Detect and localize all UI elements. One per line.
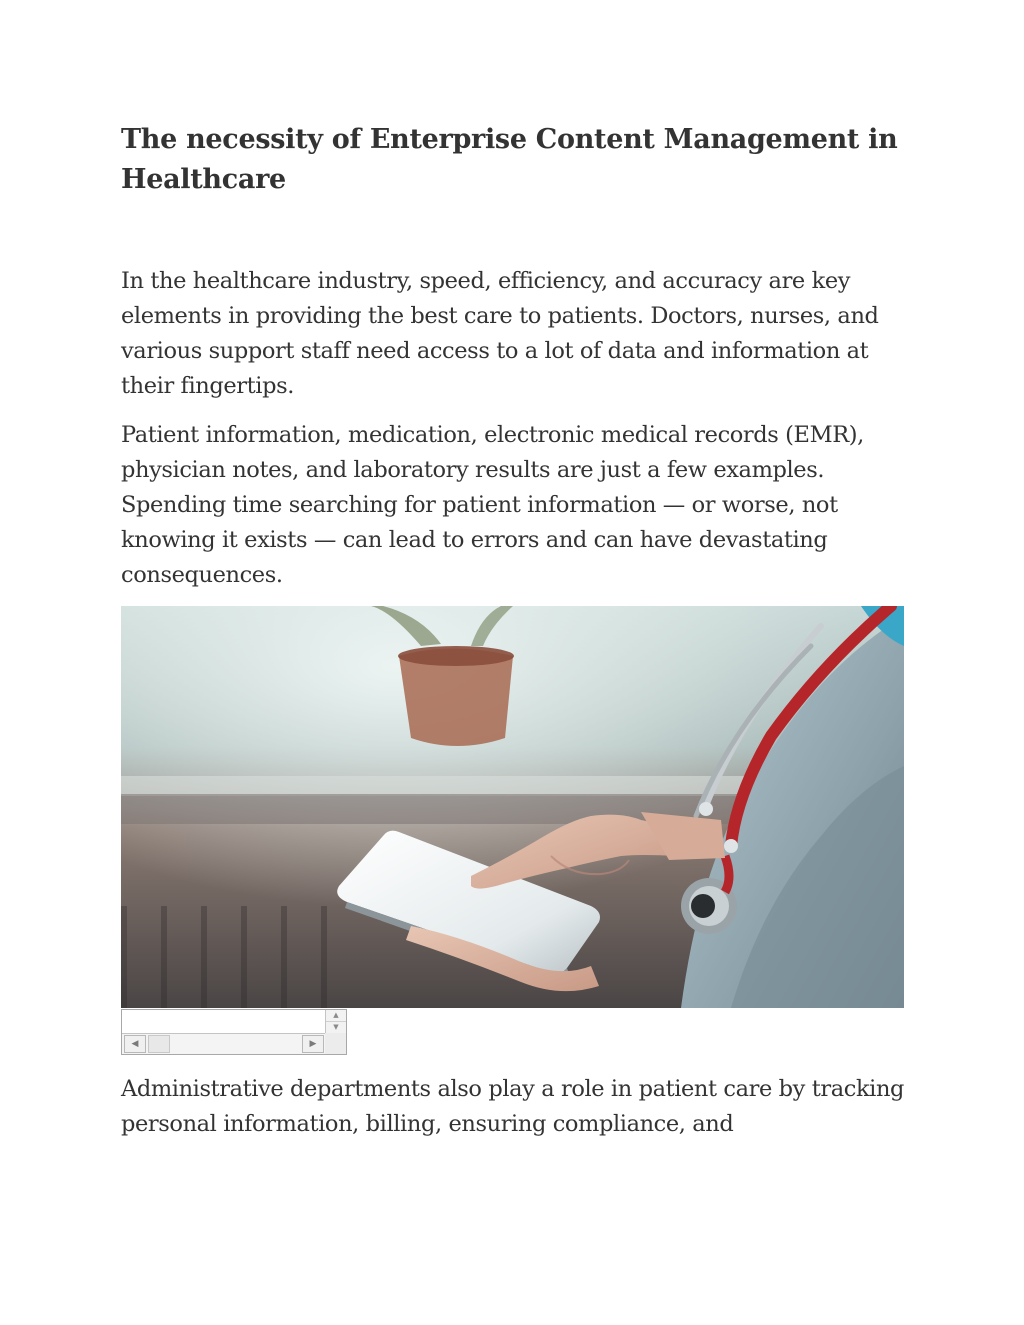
scrollbar-corner: [325, 1033, 346, 1054]
hero-image-doctor-with-tablet: [121, 606, 904, 1008]
horizontal-scrollbar[interactable]: [122, 1033, 346, 1054]
article-paragraph-1: In the healthcare industry, speed, efficiency, and accuracy are key elements in providing the best care to patients. Doctors, nurses, and various support staff need access to a lot of data and information at their fingertips.: [121, 268, 879, 399]
scroll-right-arrow-icon[interactable]: ▶: [302, 1035, 324, 1053]
vertical-scrollbar[interactable]: [325, 1010, 346, 1034]
scroll-pane[interactable]: [121, 1009, 347, 1055]
article-title: The necessity of Enterprise Content Management in Healthcare: [121, 124, 898, 195]
horizontal-scroll-thumb[interactable]: [148, 1035, 170, 1053]
scroll-left-arrow-icon[interactable]: ◀: [124, 1035, 146, 1053]
article-paragraph-2: Patient information, medication, electronic medical records (EMR), physician notes, and laboratory results are just a few examples. Spending time searching for patient information — or worse, not knowing it exists — can lead to errors and can have devastating consequences.: [121, 422, 864, 588]
article-paragraph-3: Administrative departments also play a role in patient care by tracking personal information, billing, ensuring compliance, and: [121, 1076, 905, 1137]
scroll-down-arrow-icon[interactable]: ▼: [333, 1023, 339, 1031]
scroll-up-arrow-icon[interactable]: ▲: [326, 1010, 346, 1022]
